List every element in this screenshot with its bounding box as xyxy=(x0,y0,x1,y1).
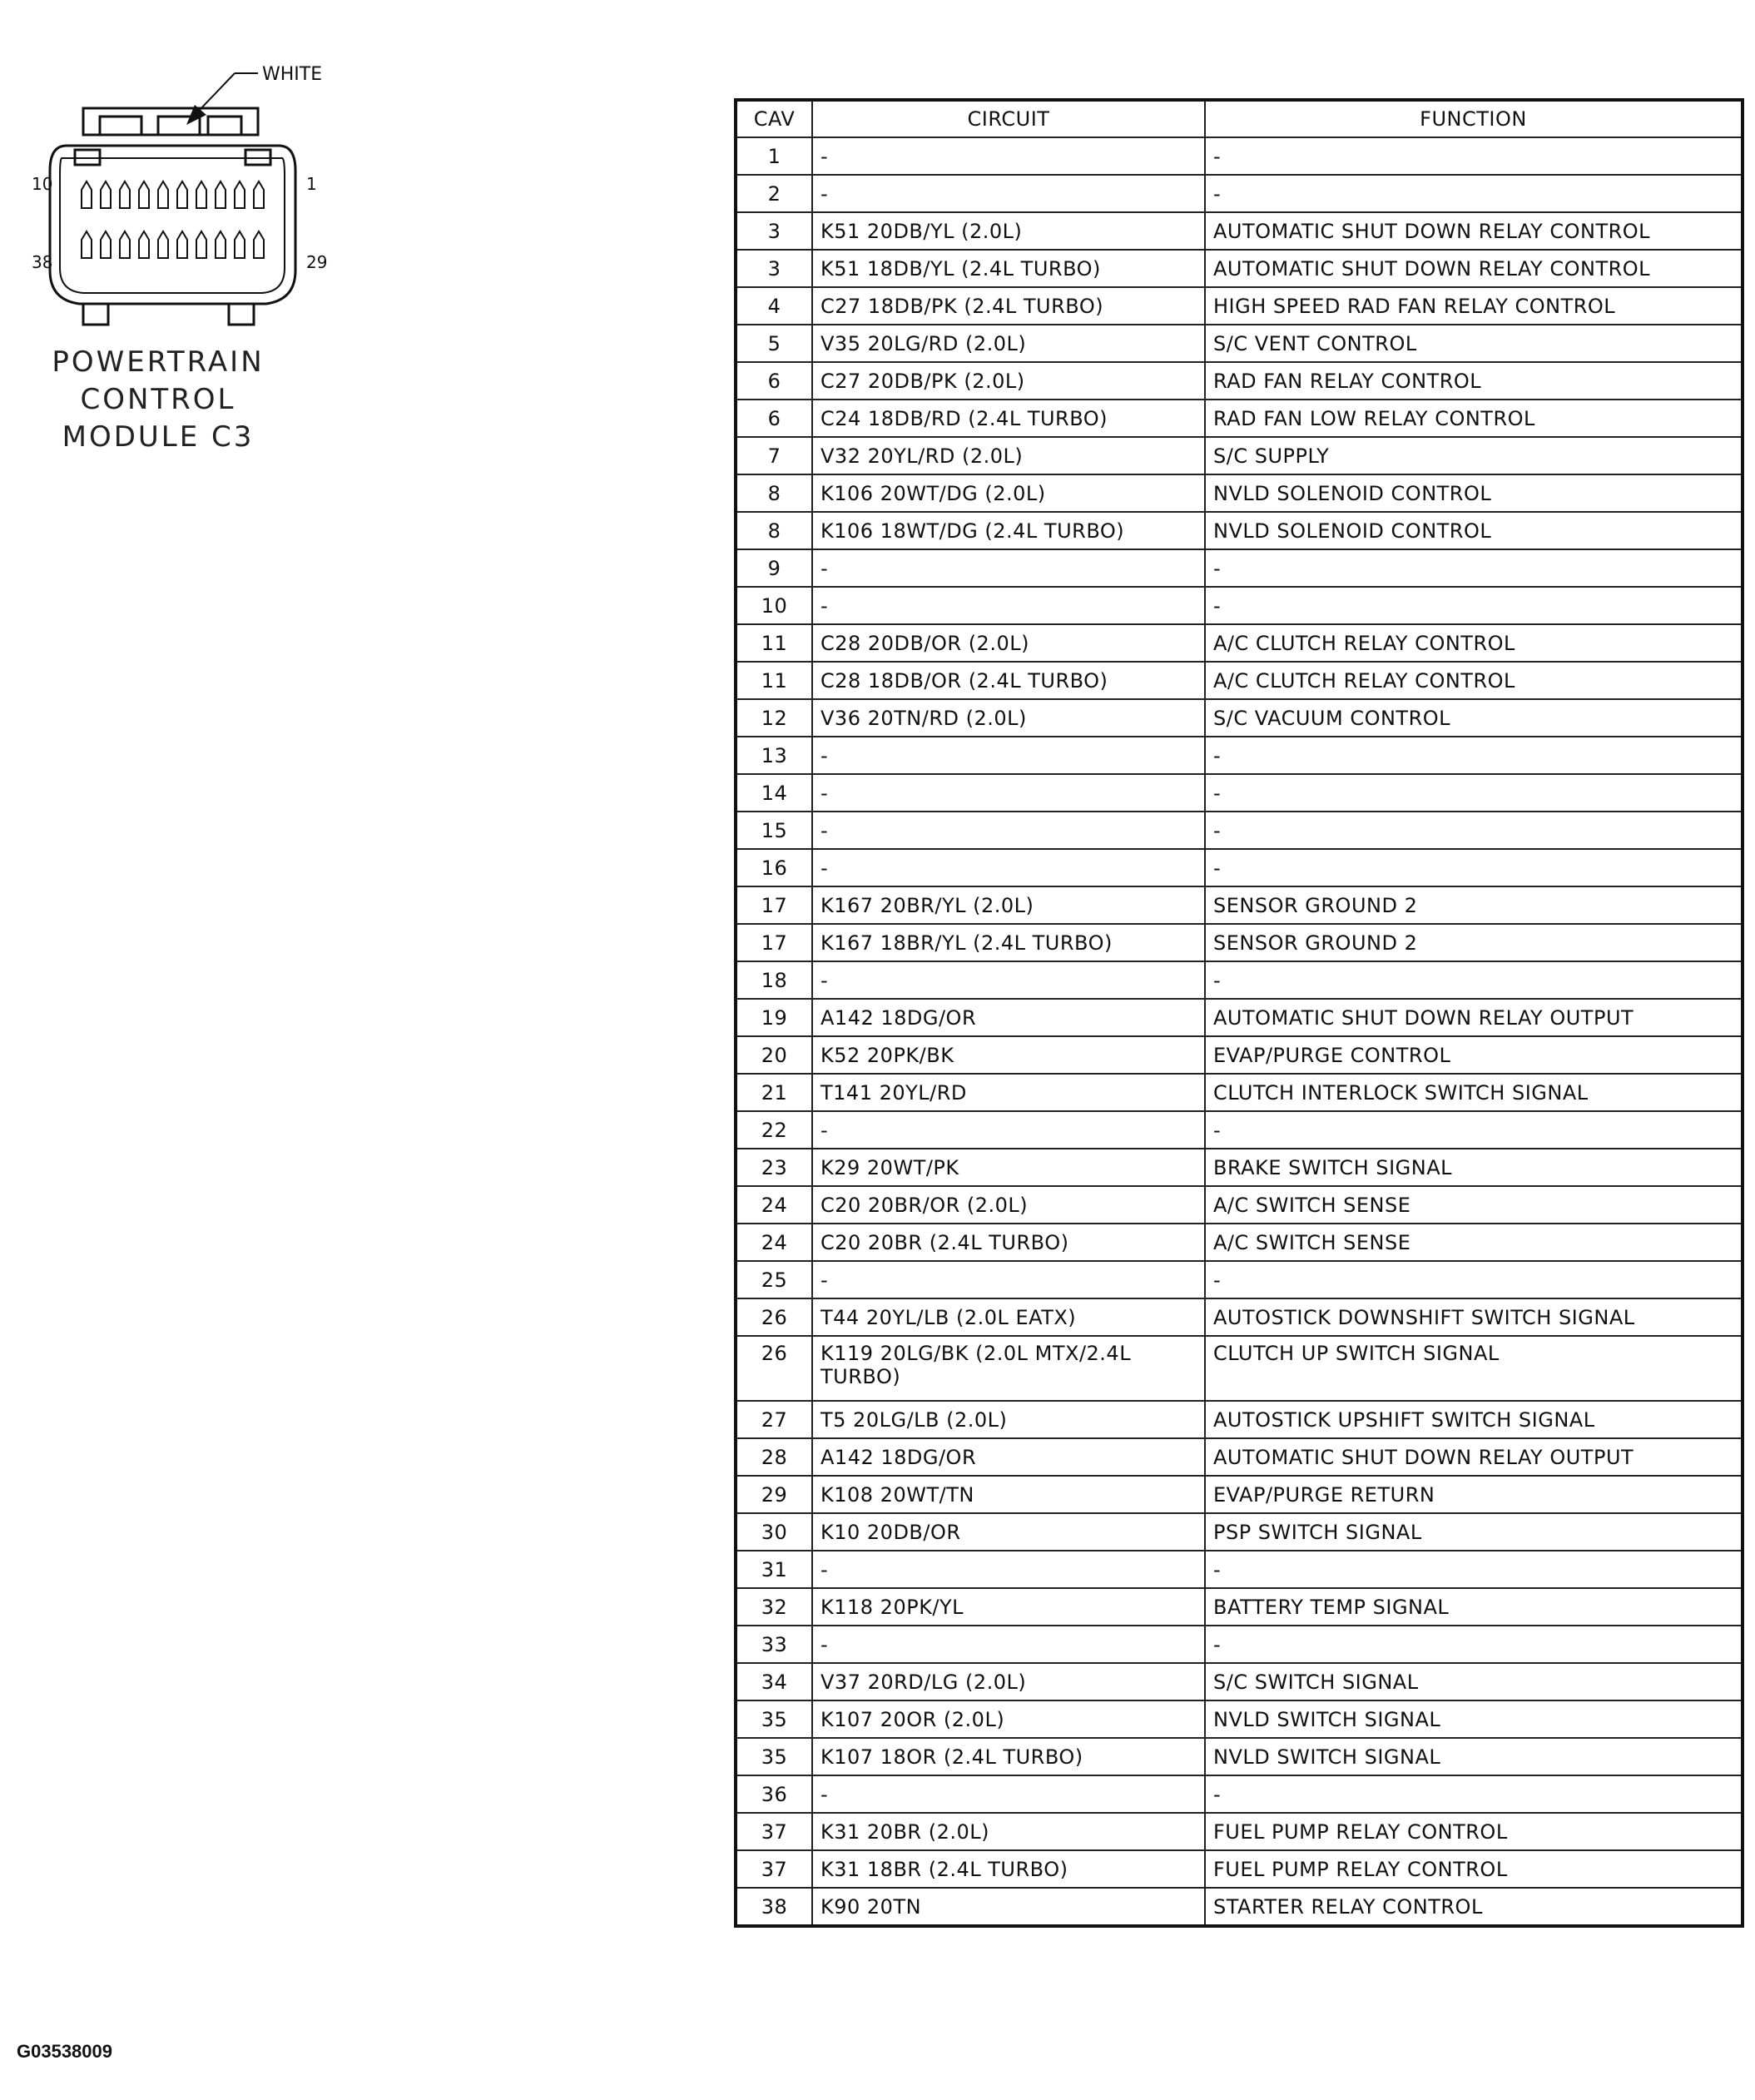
circuit-cell: K90 20TN xyxy=(812,1888,1205,1926)
cav-cell: 20 xyxy=(736,1036,812,1074)
connector-diagram xyxy=(17,50,333,333)
function-cell: S/C SUPPLY xyxy=(1205,437,1743,474)
circuit-cell: C20 20BR/OR (2.0L) xyxy=(812,1186,1205,1224)
cav-cell: 8 xyxy=(736,512,812,549)
circuit-cell: K118 20PK/YL xyxy=(812,1588,1205,1626)
table-row xyxy=(736,512,1743,549)
function-cell: - xyxy=(1205,587,1743,624)
circuit-cell: K51 18DB/YL (2.4L TURBO) xyxy=(812,250,1205,287)
table-row xyxy=(736,737,1743,774)
function-cell: SENSOR GROUND 2 xyxy=(1205,924,1743,961)
circuit-cell: C24 18DB/RD (2.4L TURBO) xyxy=(812,400,1205,437)
table-row xyxy=(736,924,1743,961)
function-cell: AUTOMATIC SHUT DOWN RELAY OUTPUT xyxy=(1205,1438,1743,1476)
cav-cell: 15 xyxy=(736,812,812,849)
connector-pin xyxy=(177,181,187,208)
cav-cell: 28 xyxy=(736,1438,812,1476)
pointer-label: WHITE xyxy=(262,64,323,85)
circuit-cell: V35 20LG/RD (2.0L) xyxy=(812,325,1205,362)
connector-pin xyxy=(82,231,92,258)
table-row xyxy=(736,1476,1743,1513)
cav-cell: 2 xyxy=(736,175,812,212)
circuit-cell: - xyxy=(812,1626,1205,1663)
table-row xyxy=(736,662,1743,699)
circuit-cell: V32 20YL/RD (2.0L) xyxy=(812,437,1205,474)
cav-cell: 7 xyxy=(736,437,812,474)
table-row xyxy=(736,1261,1743,1298)
circuit-cell: C28 20DB/OR (2.0L) xyxy=(812,624,1205,662)
table-row xyxy=(736,1513,1743,1551)
cav-cell: 14 xyxy=(736,774,812,812)
function-cell: A/C CLUTCH RELAY CONTROL xyxy=(1205,662,1743,699)
cav-cell: 12 xyxy=(736,699,812,737)
figure-id: G03538009 xyxy=(17,2041,112,2062)
circuit-cell: - xyxy=(812,137,1205,175)
circuit-cell: V37 20RD/LG (2.0L) xyxy=(812,1663,1205,1700)
connector-pin xyxy=(254,181,264,208)
cav-cell: 37 xyxy=(736,1850,812,1888)
connector-pin xyxy=(235,181,245,208)
table-row xyxy=(736,961,1743,999)
circuit-cell: K52 20PK/BK xyxy=(812,1036,1205,1074)
cav-cell: 35 xyxy=(736,1700,812,1738)
function-cell: - xyxy=(1205,1551,1743,1588)
function-cell: - xyxy=(1205,549,1743,587)
connector-pin xyxy=(196,231,206,258)
circuit-cell: - xyxy=(812,849,1205,886)
cav-cell: 24 xyxy=(736,1224,812,1261)
function-cell: - xyxy=(1205,961,1743,999)
table-row xyxy=(736,1888,1743,1926)
circuit-cell: - xyxy=(812,1261,1205,1298)
cav-cell: 31 xyxy=(736,1551,812,1588)
table-row xyxy=(736,1551,1743,1588)
function-cell: NVLD SWITCH SIGNAL xyxy=(1205,1700,1743,1738)
function-cell: EVAP/PURGE CONTROL xyxy=(1205,1036,1743,1074)
connector-body xyxy=(50,108,295,325)
connector-title-line-2: CONTROL xyxy=(80,383,236,416)
table-row xyxy=(736,400,1743,437)
cav-cell: 26 xyxy=(736,1336,812,1401)
circuit-cell: T5 20LG/LB (2.0L) xyxy=(812,1401,1205,1438)
cav-cell: 27 xyxy=(736,1401,812,1438)
table-row xyxy=(736,1438,1743,1476)
cav-cell: 29 xyxy=(736,1476,812,1513)
connector-pin xyxy=(254,231,264,258)
function-cell: STARTER RELAY CONTROL xyxy=(1205,1888,1743,1926)
table-row xyxy=(736,886,1743,924)
circuit-cell: C20 20BR (2.4L TURBO) xyxy=(812,1224,1205,1261)
function-cell: AUTOMATIC SHUT DOWN RELAY CONTROL xyxy=(1205,212,1743,250)
pin-label-29: 29 xyxy=(306,252,328,272)
connector-pin xyxy=(235,231,245,258)
function-cell: PSP SWITCH SIGNAL xyxy=(1205,1513,1743,1551)
cav-cell: 10 xyxy=(736,587,812,624)
circuit-cell: K119 20LG/BK (2.0L MTX/2.4L TURBO) xyxy=(812,1336,1205,1401)
pin-label-10: 10 xyxy=(32,174,53,194)
function-cell: A/C SWITCH SENSE xyxy=(1205,1224,1743,1261)
function-cell: FUEL PUMP RELAY CONTROL xyxy=(1205,1850,1743,1888)
circuit-cell: - xyxy=(812,1775,1205,1813)
function-cell: AUTOMATIC SHUT DOWN RELAY CONTROL xyxy=(1205,250,1743,287)
function-cell: BATTERY TEMP SIGNAL xyxy=(1205,1588,1743,1626)
function-cell: HIGH SPEED RAD FAN RELAY CONTROL xyxy=(1205,287,1743,325)
function-cell: - xyxy=(1205,137,1743,175)
connector-pin xyxy=(158,181,168,208)
circuit-cell: T44 20YL/LB (2.0L EATX) xyxy=(812,1298,1205,1336)
table-row xyxy=(736,699,1743,737)
function-cell: S/C VACUUM CONTROL xyxy=(1205,699,1743,737)
function-cell: NVLD SOLENOID CONTROL xyxy=(1205,474,1743,512)
function-cell: RAD FAN RELAY CONTROL xyxy=(1205,362,1743,400)
table-row xyxy=(736,999,1743,1036)
cav-cell: 8 xyxy=(736,474,812,512)
cav-cell: 5 xyxy=(736,325,812,362)
cav-cell: 6 xyxy=(736,362,812,400)
function-cell: - xyxy=(1205,849,1743,886)
circuit-cell: T141 20YL/RD xyxy=(812,1074,1205,1111)
cav-cell: 30 xyxy=(736,1513,812,1551)
table-row xyxy=(736,437,1743,474)
circuit-cell: - xyxy=(812,175,1205,212)
connector-title-line-3: MODULE C3 xyxy=(62,420,255,454)
function-cell: FUEL PUMP RELAY CONTROL xyxy=(1205,1813,1743,1850)
connector-pin xyxy=(216,181,226,208)
circuit-cell: K31 20BR (2.0L) xyxy=(812,1813,1205,1850)
circuit-cell: - xyxy=(812,587,1205,624)
cav-cell: 16 xyxy=(736,849,812,886)
table-row xyxy=(736,587,1743,624)
circuit-cell: K10 20DB/OR xyxy=(812,1513,1205,1551)
circuit-cell: K29 20WT/PK xyxy=(812,1149,1205,1186)
table-row xyxy=(736,1149,1743,1186)
table-row xyxy=(736,362,1743,400)
cav-cell: 35 xyxy=(736,1738,812,1775)
function-cell: AUTOMATIC SHUT DOWN RELAY OUTPUT xyxy=(1205,999,1743,1036)
function-cell: NVLD SWITCH SIGNAL xyxy=(1205,1738,1743,1775)
table-row xyxy=(736,1626,1743,1663)
circuit-cell: K167 20BR/YL (2.0L) xyxy=(812,886,1205,924)
circuit-cell: C27 18DB/PK (2.4L TURBO) xyxy=(812,287,1205,325)
circuit-cell: K107 18OR (2.4L TURBO) xyxy=(812,1738,1205,1775)
circuit-cell: A142 18DG/OR xyxy=(812,999,1205,1036)
table-row xyxy=(736,549,1743,587)
cav-cell: 19 xyxy=(736,999,812,1036)
function-cell: - xyxy=(1205,1626,1743,1663)
function-cell: A/C SWITCH SENSE xyxy=(1205,1186,1743,1224)
connector-pin xyxy=(120,231,130,258)
circuit-cell: - xyxy=(812,774,1205,812)
function-cell: CLUTCH INTERLOCK SWITCH SIGNAL xyxy=(1205,1074,1743,1111)
circuit-cell: K108 20WT/TN xyxy=(812,1476,1205,1513)
table-row xyxy=(736,474,1743,512)
function-cell: AUTOSTICK UPSHIFT SWITCH SIGNAL xyxy=(1205,1401,1743,1438)
table-row xyxy=(736,1813,1743,1850)
circuit-cell: K167 18BR/YL (2.4L TURBO) xyxy=(812,924,1205,961)
cav-cell: 13 xyxy=(736,737,812,774)
cav-cell: 18 xyxy=(736,961,812,999)
connector-pin xyxy=(196,181,206,208)
connector-pin xyxy=(158,231,168,258)
header-function: FUNCTION xyxy=(1205,100,1743,137)
table-row xyxy=(736,175,1743,212)
connector-pin xyxy=(82,181,92,208)
cav-cell: 36 xyxy=(736,1775,812,1813)
table-row xyxy=(736,774,1743,812)
cav-cell: 34 xyxy=(736,1663,812,1700)
table-row xyxy=(736,1336,1743,1401)
function-cell: RAD FAN LOW RELAY CONTROL xyxy=(1205,400,1743,437)
table-row xyxy=(736,1111,1743,1149)
function-cell: - xyxy=(1205,812,1743,849)
table-header-row xyxy=(736,100,1743,137)
pin-label-1: 1 xyxy=(306,174,317,194)
table-row xyxy=(736,1298,1743,1336)
function-cell: - xyxy=(1205,1261,1743,1298)
table-row xyxy=(736,624,1743,662)
header-circuit: CIRCUIT xyxy=(812,100,1205,137)
cav-cell: 17 xyxy=(736,886,812,924)
function-cell: - xyxy=(1205,1775,1743,1813)
table-row xyxy=(736,1850,1743,1888)
function-cell: - xyxy=(1205,175,1743,212)
table-row xyxy=(736,1401,1743,1438)
circuit-cell: - xyxy=(812,961,1205,999)
connector-pin xyxy=(101,231,111,258)
connector-pin xyxy=(120,181,130,208)
cav-cell: 37 xyxy=(736,1813,812,1850)
header-cav: CAV xyxy=(736,100,812,137)
circuit-cell: K107 20OR (2.0L) xyxy=(812,1700,1205,1738)
circuit-cell: K31 18BR (2.4L TURBO) xyxy=(812,1850,1205,1888)
connector-pin xyxy=(216,231,226,258)
table-row xyxy=(736,1036,1743,1074)
connector-pin xyxy=(139,231,149,258)
circuit-cell: K51 20DB/YL (2.0L) xyxy=(812,212,1205,250)
circuit-cell: C28 18DB/OR (2.4L TURBO) xyxy=(812,662,1205,699)
connector-pin xyxy=(101,181,111,208)
connector-pin xyxy=(139,181,149,208)
cav-cell: 23 xyxy=(736,1149,812,1186)
cav-cell: 4 xyxy=(736,287,812,325)
function-cell: - xyxy=(1205,1111,1743,1149)
table-row xyxy=(736,325,1743,362)
table-row xyxy=(736,1588,1743,1626)
circuit-cell: A142 18DG/OR xyxy=(812,1438,1205,1476)
cav-cell: 32 xyxy=(736,1588,812,1626)
function-cell: A/C CLUTCH RELAY CONTROL xyxy=(1205,624,1743,662)
connector-pin xyxy=(177,231,187,258)
pinout-table xyxy=(734,98,1744,1928)
table-row xyxy=(736,287,1743,325)
pin-label-38: 38 xyxy=(32,252,53,272)
cav-cell: 17 xyxy=(736,924,812,961)
connector-pins xyxy=(82,181,264,258)
cav-cell: 38 xyxy=(736,1888,812,1926)
circuit-cell: - xyxy=(812,1111,1205,1149)
circuit-cell: - xyxy=(812,549,1205,587)
table-row xyxy=(736,137,1743,175)
circuit-cell: - xyxy=(812,737,1205,774)
cav-cell: 6 xyxy=(736,400,812,437)
cav-cell: 25 xyxy=(736,1261,812,1298)
function-cell: EVAP/PURGE RETURN xyxy=(1205,1476,1743,1513)
circuit-cell: V36 20TN/RD (2.0L) xyxy=(812,699,1205,737)
cav-cell: 1 xyxy=(736,137,812,175)
circuit-cell: - xyxy=(812,1551,1205,1588)
cav-cell: 33 xyxy=(736,1626,812,1663)
circuit-cell: K106 18WT/DG (2.4L TURBO) xyxy=(812,512,1205,549)
cav-cell: 3 xyxy=(736,212,812,250)
function-cell: CLUTCH UP SWITCH SIGNAL xyxy=(1205,1336,1743,1401)
function-cell: S/C VENT CONTROL xyxy=(1205,325,1743,362)
function-cell: BRAKE SWITCH SIGNAL xyxy=(1205,1149,1743,1186)
table-row xyxy=(736,250,1743,287)
cav-cell: 3 xyxy=(736,250,812,287)
table-row xyxy=(736,1074,1743,1111)
cav-cell: 26 xyxy=(736,1298,812,1336)
table-row xyxy=(736,812,1743,849)
function-cell: NVLD SOLENOID CONTROL xyxy=(1205,512,1743,549)
function-cell: - xyxy=(1205,737,1743,774)
cav-cell: 21 xyxy=(736,1074,812,1111)
table-row xyxy=(736,1224,1743,1261)
cav-cell: 9 xyxy=(736,549,812,587)
table-row xyxy=(736,1186,1743,1224)
function-cell: S/C SWITCH SIGNAL xyxy=(1205,1663,1743,1700)
table-row xyxy=(736,1663,1743,1700)
function-cell: SENSOR GROUND 2 xyxy=(1205,886,1743,924)
circuit-cell: K106 20WT/DG (2.0L) xyxy=(812,474,1205,512)
table-row xyxy=(736,1738,1743,1775)
table-row xyxy=(736,1700,1743,1738)
circuit-cell: - xyxy=(812,812,1205,849)
cav-cell: 22 xyxy=(736,1111,812,1149)
table-row xyxy=(736,1775,1743,1813)
circuit-cell: C27 20DB/PK (2.0L) xyxy=(812,362,1205,400)
cav-cell: 11 xyxy=(736,624,812,662)
function-cell: - xyxy=(1205,774,1743,812)
cav-cell: 24 xyxy=(736,1186,812,1224)
cav-cell: 11 xyxy=(736,662,812,699)
table-row xyxy=(736,849,1743,886)
connector-title-line-1: POWERTRAIN xyxy=(52,345,265,379)
function-cell: AUTOSTICK DOWNSHIFT SWITCH SIGNAL xyxy=(1205,1298,1743,1336)
table-row xyxy=(736,212,1743,250)
